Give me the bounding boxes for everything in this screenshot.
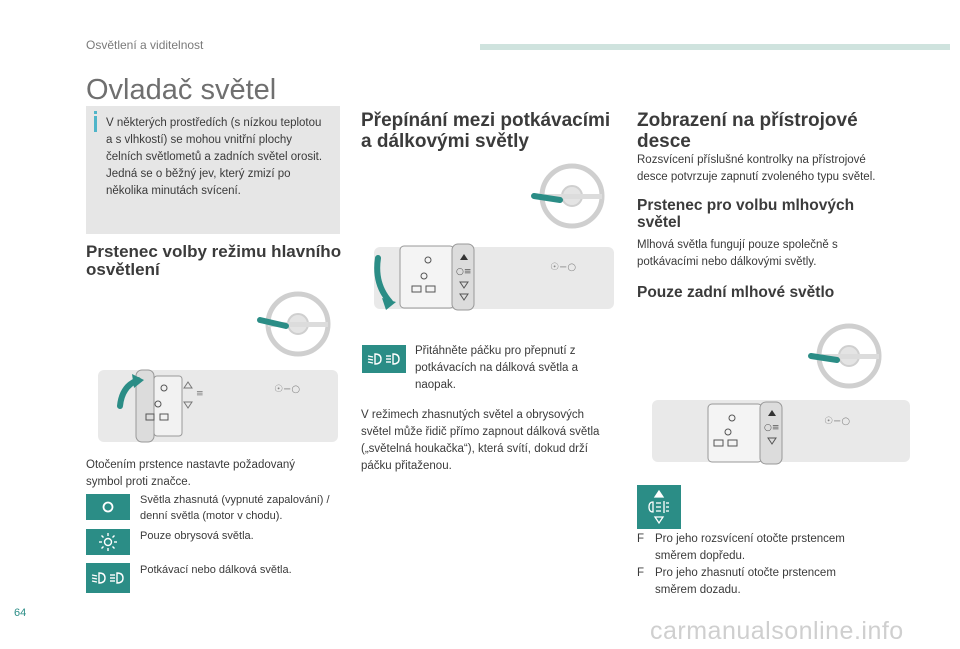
instrument-display-text: Rozsvícení příslušné kontrolky na přístrojové desce potvrzuje zapnutí zvoleného typu světel. [637,154,876,183]
headlamp-flash-text: V režimech zhasnutých světel a obrysových světel může řidič přímo zapnout dálková světla („světelná houkačka“), která svítí, dokud drží páčku přitaženou. [361,409,600,472]
page-title: Ovladač světel [86,74,277,106]
heading-rear-fog: Pouze zadní mlhové světlo [637,284,835,301]
svg-text:○≡: ○≡ [764,423,780,433]
heading-fog-ring: Prstenec pro volbu mlhových světel [637,197,855,231]
dipped-main-beam-icon [86,563,130,593]
bullet-mark: F [637,567,645,579]
heading-beam-switch: Přepínání mezi potkávacími a dálkovými světly [361,110,611,152]
tip-text: V některých prostředích (s nízkou teplotou a s vlhkostí) se mohou vnitřní plochy čelních světlometů a zadních světel orosit. Jedná se o běžný jev, který zmizí po několika minutách svícení. [106,117,323,197]
lever-illustration-2-detail [364,240,616,316]
list-item: F Pro jeho rozsvícení otočte prstencem směrem dopředu. [637,531,907,565]
header-bar [480,44,950,50]
svg-text:≡: ≡ [196,389,204,399]
option-lights-off: Světla zhasnutá (vypnuté zapalování) / denní světla (motor v chodu). [140,494,330,522]
running-head: Osvětlení a viditelnost [86,38,204,52]
steering-wheel-illustration-2 [528,160,608,232]
lever-illustration-3-detail [652,396,912,468]
fog-ring-text: Mlhová světla fungují pouze společně s potkávacími nebo dálkovými světly. [637,239,838,268]
option-sidelights: Pouze obrysová světla. [140,530,254,542]
lights-off-icon [86,494,130,520]
steering-wheel-illustration [256,290,336,362]
rear-fog-icon [637,485,681,529]
watermark: carmanualsonline.info [650,617,904,645]
svg-text:☉−○: ☉−○ [550,262,577,273]
option-dipped-main: Potkávací nebo dálková světla. [140,564,292,576]
svg-text:☉−○: ☉−○ [824,416,851,427]
heading-main-lighting: Prstenec volby režimu hlavního osvětlení [86,242,342,279]
lever-illustration-detail [98,366,338,446]
page-number: 64 [14,607,27,619]
bullet-mark: F [637,533,645,545]
svg-text:☉−○: ☉−○ [274,384,301,395]
steering-wheel-illustration-3 [805,320,885,392]
main-beam-icon [362,345,406,373]
list-item: F Pro jeho zhasnutí otočte prstencem směrem dozadu. [637,565,907,599]
svg-text:○≡: ○≡ [456,267,472,277]
pull-lever-text: Přitáhněte páčku pro přepnutí z potkávacích na dálková světla a naopak. [415,345,579,391]
info-icon [94,116,97,132]
rear-fog-instructions [637,531,907,599]
heading-instrument-display: Zobrazení na přístrojové desce [637,110,858,152]
sidelights-icon [86,529,130,555]
col1-intro: Otočením prstence nastavte požadovaný symbol proti značce. [86,459,296,488]
